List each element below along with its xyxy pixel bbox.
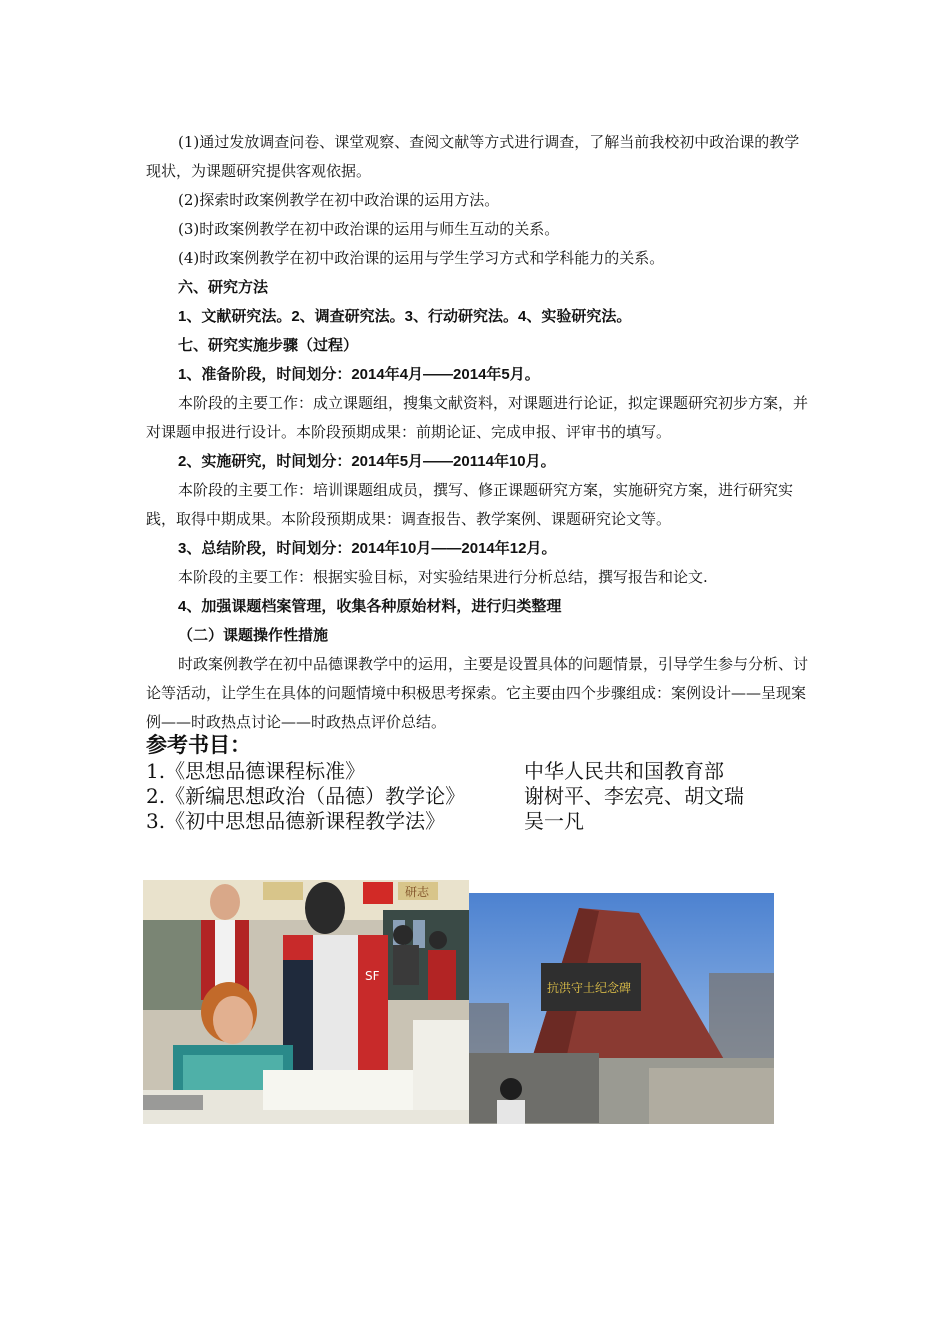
- jacket-logo: SF: [365, 969, 380, 983]
- paragraph: 本阶段的主要工作：培训课题组成员，撰写、修正课题研究方案，实施研究方案，进行研究实践，取得中期成果。本阶段预期成果：调查报告、教学案例、课题研究论文等。: [146, 481, 794, 528]
- reference-item: [146, 805, 584, 834]
- paragraph: (2)探索时政案例教学在初中政治课的运用方法。: [178, 191, 500, 209]
- reference-book: 1.《思想品德课程标准》: [146, 759, 366, 783]
- reference-author: 吴一凡: [524, 809, 584, 833]
- paragraph: (1)通过发放调查问卷、课堂观察、查阅文献等方式进行调查，了解当前我校初中政治课的教学现状，为课题研究提供客观依据。: [146, 133, 800, 180]
- banner-text: 研志: [405, 885, 430, 899]
- monument-photo: [469, 893, 774, 1124]
- classroom-photo: [143, 880, 469, 1124]
- reference-book: 3.《初中思想品德新课程教学法》: [146, 809, 446, 833]
- stage-heading: 2、实施研究，时间划分：2014年5月——20114年10月。: [178, 453, 556, 470]
- references-title: 参考书目：: [146, 732, 251, 757]
- paragraph-bold: 1、文献研究法。2、调查研究法。3、行动研究法。4、实验研究法。: [178, 308, 632, 325]
- paragraph: 本阶段的主要工作：根据实验目标，对实验结果进行分析总结，撰写报告和论文.: [178, 568, 708, 586]
- paragraph: (4)时政案例教学在初中政治课的运用与学生学习方式和学科能力的关系。: [178, 249, 665, 267]
- section-heading: 七、研究实施步骤（过程）: [178, 337, 359, 354]
- stage-heading: 3、总结阶段，时间划分：2014年10月——2014年12月。: [178, 540, 557, 557]
- monument-plaque-text: 抗洪守土纪念碑: [547, 981, 632, 995]
- stage-heading: 1、准备阶段，时间划分：2014年4月——2014年5月。: [178, 366, 540, 383]
- reference-author: 中华人民共和国教育部: [524, 759, 724, 783]
- reference-author: 谢树平、李宏亮、胡文瑞: [524, 784, 744, 808]
- paragraph: 本阶段的主要工作：成立课题组，搜集文献资料，对课题进行论证，拟定课题研究初步方案，并对课题申报进行设计。本阶段预期成果：前期论证、完成申报、评审书的填写。: [146, 394, 809, 441]
- paragraph: (3)时政案例教学在初中政治课的运用与师生互动的关系。: [178, 220, 560, 238]
- section-heading: （二）课题操作性措施: [178, 627, 329, 644]
- section-heading: 六、研究方法: [178, 279, 269, 296]
- stage-heading: 4、加强课题档案管理，收集各种原始材料，进行归类整理: [178, 598, 562, 615]
- paragraph: 时政案例教学在初中品德课教学中的运用，主要是设置具体的问题情景，引导学生参与分析、讨论等活动，让学生在具体的问题情境中积极思考探索。它主要由四个步骤组成：案例设计——呈现案例——时政热点讨论——时政热点评价总结。: [146, 655, 809, 731]
- document-body: [146, 128, 810, 737]
- reference-book: 2.《新编思想政治（品德）教学论》: [146, 784, 466, 808]
